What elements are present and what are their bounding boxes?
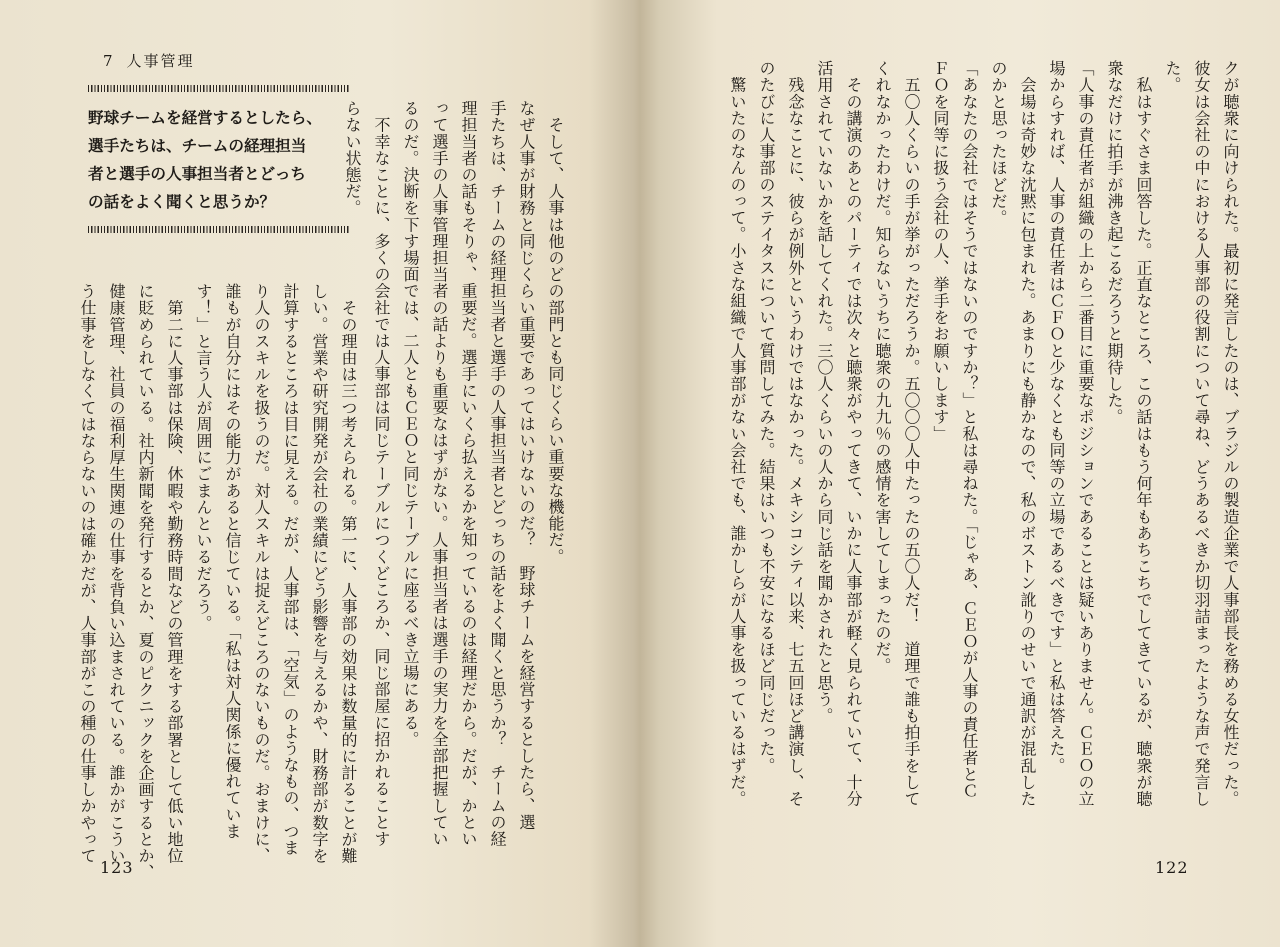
text-column: 五〇人くらいの手が挙がっただろうか。五〇〇〇人中たったの五〇人だ！ 道理で誰も拍手をして [902,60,921,807]
text-column: 私はすぐさま回答した。正直なところ、この話はもう何年もあちこちでしてきているが、聴衆が聴 [1134,60,1153,807]
text-column: 健康管理、社員の福利厚生関連の仕事を背負い込まされている。誰かがこうい [107,283,126,864]
text-column: らない状態だ。 [343,100,362,217]
text-column: クが聴衆に向けられた。最初に発言したのは、ブラジルの製造企業で人事部長を務める女性だった。 [1221,60,1240,807]
text-column: う仕事をしなくてはならないのは確かだが、人事部がこの種の仕事しかやって [78,283,97,864]
text-column: 驚いたのなんのって。小さな組織で人事部がない会社でも、誰かしらが人事を扱っているはずだ。 [728,60,747,807]
page-number: 122 [1155,858,1189,877]
text-column: 残念なことに、彼らが例外というわけではなかった。メキシコシティ以来、七五回ほど講演し、そ [786,60,805,807]
text-column: しい。営業や研究開発が会社の業績にどう影響を与えるかや、財務部が数字を [310,283,329,864]
text-column: 場からすれば、人事の責任者はＣＦＯと少なくとも同等の立場であるべきです」と私は答えた。 [1047,60,1066,774]
text-column: す！」と言う人が周囲にごまんといるだろう。 [194,283,213,632]
callout-top-rule [88,85,350,92]
text-column: 不幸なことに、多くの会社では人事部は同じテーブルにつくどころか、同じ部屋に招かれることす [372,100,391,847]
text-column: 会場は奇妙な沈黙に包まれた。あまりにも静かなので、私のボストン訛りのせいで通訳が混乱した [1018,60,1037,807]
text-column: 「あなたの会社ではそうではないのですか？」と私は尋ねた。「じゃあ、ＣＥＯが人事の責任者とＣ [960,60,979,799]
text-column: に貶められている。社内新聞を発行するとか、夏のピクニックを企画するとか、 [136,283,155,881]
text-column: 衆なだけに拍手が沸き起こるだろうと期待した。 [1105,60,1124,426]
text-column: 理担当者の話もそりゃ、重要だ。選手にいくら払えるかを知っているのは経理だから。だが、かとい [459,100,478,847]
text-column: た。 [1163,60,1182,94]
text-column: って選手の人事管理担当者の話よりも重要なはずがない。人事担当者は選手の実力を全部把握してい [430,100,449,847]
text-column: 彼女は会社の中における人事部の役割について尋ね、どうあるべきか切羽詰まったような声で発言し [1192,60,1211,807]
chapter-number: 7 [103,52,115,70]
text-column: ＦＯを同等に扱う会社の人、挙手をお願いします」 [931,60,950,442]
text-column: 手たちは、チームの経理担当者と選手の人事担当者とどっちの話をよく聞くと思うか？ チームの経 [488,100,507,847]
callout-question [88,104,350,216]
page-number: 123 [100,858,134,877]
text-column: のたびに人事部のステイタスについて質問してみた。結果はいつも不安になるほど同じだった。 [757,60,776,774]
callout-line: 野球チームを経営するとしたら、 [88,109,322,127]
text-column: 「人事の責任者が組織の上から二番目に重要なポジションであることは疑いありません。ＣＥＯの立 [1076,60,1095,807]
right-page [645,0,1280,947]
callout-bottom-rule [88,226,350,233]
text-column: 活用されていないかを話してくれた。三〇人くらいの人から同じ話を聞かされたと思う。 [815,60,834,724]
chapter-title: 人事管理 [126,52,195,70]
text-column: 誰もが自分にはその能力があると信じている。「私は対人関係に優れていま [223,283,242,840]
callout-line: 者と選手の人事担当者とどっち [88,165,307,183]
callout-line: の話をよく聞くと思うか？ [88,193,276,211]
text-column: その理由は三つ考えられる。第一に、人事部の効果は数量的に計ることが難 [339,283,358,864]
left-page [0,0,635,947]
text-column: り人のスキルを扱うのだ。対人スキルは捉えどころのないものだ。おまけに、 [252,283,271,864]
body-text-main [705,60,1245,835]
text-column: くれなかったわけだ。知らないうちに聴衆の九九％の感情を害してしまったのだ。 [873,60,892,675]
text-column: そして、人事は他のどの部門とも同じくらい重要な機能だ。 [546,100,565,565]
question-callout-box [88,85,350,233]
text-column: 計算するところは目に見える。だが、人事部は、「空気」のようなもの、つま [281,283,300,856]
text-column: るのだ。決断を下す場面では、二人ともＣＥＯと同じテーブルに座るべき立場にある。 [401,100,420,748]
text-column: 第二に人事部は保険、休暇や勤務時間などの管理をする部署として低い地位 [165,283,184,864]
text-column: のかと思ったほどだ。 [989,60,1008,226]
text-column: その講演のあとのパーティでは次々と聴衆がやってきて、いかに人事部が軽く見られていて、十分 [844,60,863,807]
text-column: なぜ人事が財務と同じくらい重要であってはいけないのだ？ 野球チームを経営するとしたら、選 [517,100,536,831]
running-head [103,50,195,71]
callout-line: 選手たちは、チームの経理担当 [88,137,307,155]
